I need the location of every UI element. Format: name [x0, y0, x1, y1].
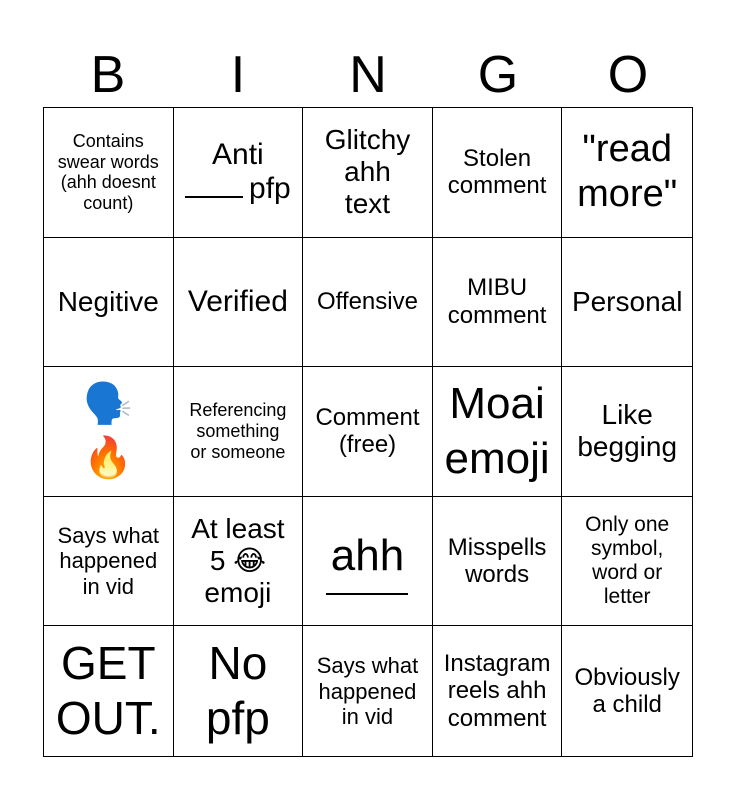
cell-label: Stolen comment [447, 144, 547, 200]
cell-label: At least 5 😂 emoji [191, 512, 285, 609]
cell-label: Moai emoji [444, 379, 550, 484]
bingo-cell-r3-c2[interactable] [174, 367, 304, 497]
fill-in-blank [326, 585, 408, 595]
bingo-cell-r1-c2[interactable] [174, 108, 304, 238]
bingo-cell-r5-c1[interactable] [44, 626, 174, 756]
cell-label: Instagram reels ahh comment [443, 649, 551, 732]
cell-label: Contains swear words (ahh doesnt count) [57, 130, 159, 213]
bingo-cell-r3-c1[interactable] [44, 367, 174, 497]
header-letter-o: O [607, 46, 649, 104]
cell-label: Negitive [57, 285, 159, 317]
bingo-board [43, 107, 693, 757]
cell-label: Only one symbol, word or letter [585, 512, 670, 609]
cell-label: Personal [571, 285, 683, 317]
bingo-cell-r4-c5[interactable] [562, 497, 692, 627]
bingo-cell-r1-c4[interactable] [433, 108, 563, 238]
cell-label: Misspells words [447, 533, 547, 589]
bingo-cell-r5-c4[interactable] [433, 626, 563, 756]
cell-label: Like begging [577, 399, 678, 463]
bingo-cell-r3-c5[interactable] [562, 367, 692, 497]
header-letter-n: N [349, 46, 387, 104]
cell-label: Verified [187, 284, 288, 318]
cell-label: Says what happened in vid [316, 653, 419, 729]
cell-label-group [185, 138, 291, 207]
cell-label: GET OUT. [55, 637, 161, 745]
cell-label: Glitchy ahh text [324, 124, 411, 220]
bingo-cell-r2-c1[interactable] [44, 238, 174, 368]
bingo-cell-r1-c3[interactable] [303, 108, 433, 238]
cell-label: Says what happened in vid [57, 523, 160, 599]
cell-label: Referencing something or someone [189, 400, 287, 462]
bingo-cell-r2-c2[interactable] [174, 238, 304, 368]
cell-label: Comment (free) [315, 403, 420, 459]
bingo-cell-r4-c4[interactable] [433, 497, 563, 627]
bingo-cell-r5-c3[interactable] [303, 626, 433, 756]
header-letter-g: G [477, 46, 519, 104]
fill-in-blank [185, 196, 243, 198]
bingo-cell-r2-c3[interactable] [303, 238, 433, 368]
bingo-cell-r1-c5[interactable] [562, 108, 692, 238]
speaking-head-fire-emoji: 🗣️ 🔥 [83, 382, 134, 481]
bingo-cell-r4-c3[interactable] [303, 497, 433, 627]
bingo-cell-r4-c2[interactable] [174, 497, 304, 627]
cell-label: ahh [330, 530, 405, 580]
cell-label-group [326, 528, 408, 595]
cell-label-bottom-row [185, 172, 291, 207]
bingo-cell-r4-c1[interactable] [44, 497, 174, 627]
bingo-cell-r2-c5[interactable] [562, 238, 692, 368]
header-letter-b: B [90, 46, 126, 104]
header-letter-i: I [230, 46, 246, 104]
cell-label: "read more" [577, 127, 678, 216]
bingo-cell-r2-c4[interactable] [433, 238, 563, 368]
cell-label: No pfp [205, 637, 270, 745]
cell-label: Offensive [317, 288, 418, 316]
bingo-cell-r3-c4[interactable] [433, 367, 563, 497]
bingo-cell-r5-c5[interactable] [562, 626, 692, 756]
cell-label-bottom: pfp [249, 172, 291, 206]
cell-label-top: Anti [212, 137, 264, 171]
bingo-cell-r3-c3[interactable] [303, 367, 433, 497]
bingo-cell-r5-c2[interactable] [174, 626, 304, 756]
cell-label: MIBU comment [447, 274, 547, 329]
cell-label: Obviously a child [574, 663, 680, 719]
bingo-header [43, 45, 693, 105]
bingo-cell-r1-c1[interactable] [44, 108, 174, 238]
